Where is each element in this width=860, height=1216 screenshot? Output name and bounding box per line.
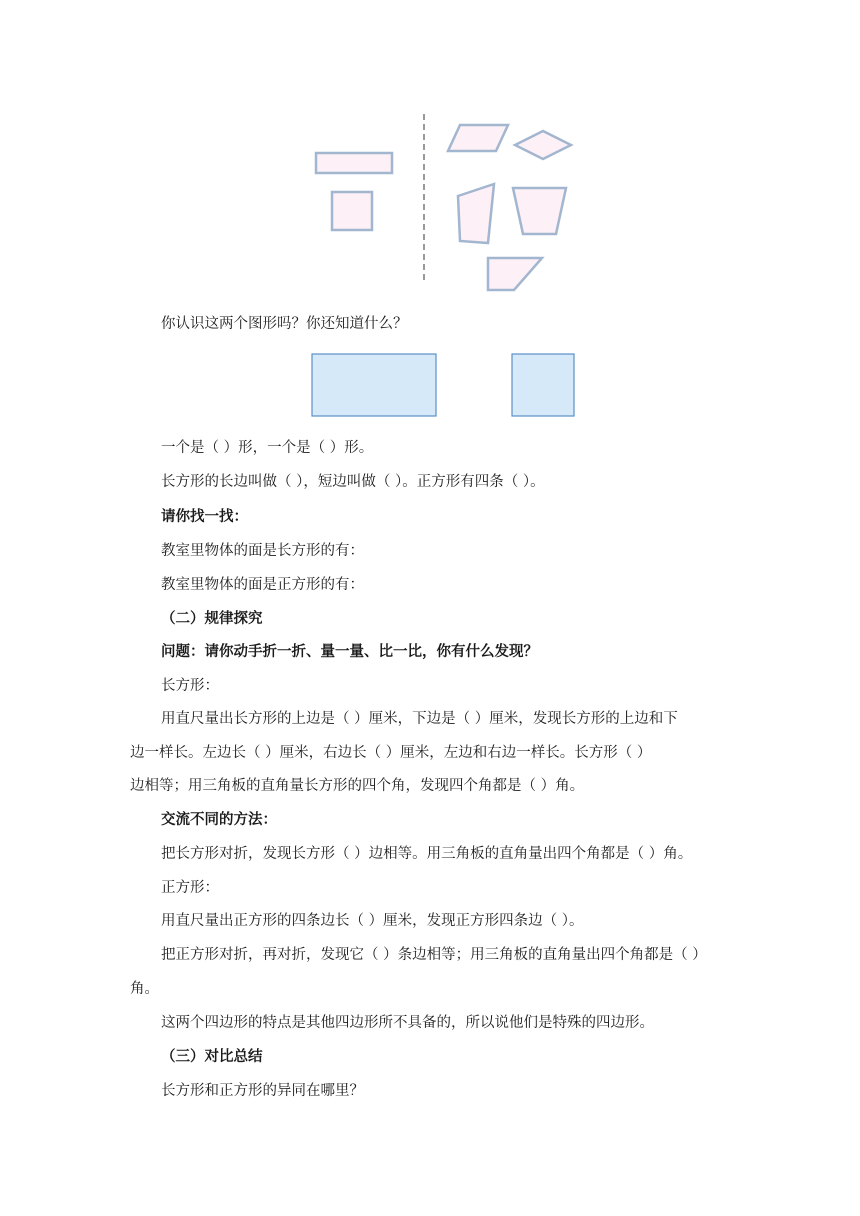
intro-question: 你认识这两个图形吗？你还知道什么？ [161,316,408,332]
long-rectangle-shape [316,153,392,173]
blue-rectangle [312,354,436,416]
square-label: 正方形： [161,880,219,896]
methods-heading: 交流不同的方法： [161,812,277,828]
fold-square-line-1: 把正方形对折，再对折，发现它（ ）条边相等；用三角板的直角量出四个角都是（ ） [161,947,707,963]
rhombus-shape [515,131,571,159]
find-heading: 请你找一找： [161,509,248,525]
rectangle-square-figure [300,350,590,420]
shape-sorting-figure [300,110,590,295]
right-trapezoid-shape [488,258,542,290]
section-2-title: （二）规律探究 [161,611,263,627]
find-rectangle-objects: 教室里物体的面是长方形的有： [161,543,364,559]
rectangle-measure-line-2: 边一样长。左边长（ ）厘米，右边长（ ）厘米，左边和右边一样长。长方形（ ） [130,745,652,761]
problem-statement: 问题：请你动手折一折、量一量、比一比，你有什么发现？ [161,644,538,660]
rectangle-label: 长方形： [161,678,219,694]
fold-square-line-2: 角。 [130,981,159,997]
small-square-shape [332,192,372,230]
irregular-quadrilateral-shape [458,184,494,243]
fill-blank-shape-names: 一个是（ ）形，一个是（ ）形。 [161,440,374,456]
find-square-objects: 教室里物体的面是正方形的有： [161,577,364,593]
square-measure-line: 用直尺量出正方形的四条边长（ ）厘米，发现正方形四条边（ ）。 [161,913,584,929]
special-quadrilateral-note: 这两个四边形的特点是其他四边形所不具备的，所以说他们是特殊的四边形。 [161,1015,654,1031]
section-3-title: （三）对比总结 [161,1049,263,1065]
blue-square [512,354,574,416]
fill-blank-side-names: 长方形的长边叫做（ ），短边叫做（ ）。正方形有四条（ ）。 [161,474,545,490]
trapezoid-shape [513,188,566,234]
summary-question: 长方形和正方形的异同在哪里？ [161,1083,364,1099]
rectangle-measure-line-1: 用直尺量出长方形的上边是（ ）厘米，下边是（ ）厘米，发现长方形的上边和下 [161,711,678,727]
fold-rectangle-line: 把长方形对折，发现长方形（ ）边相等。用三角板的直角量出四个角都是（ ）角。 [161,846,693,862]
parallelogram-shape [448,125,508,151]
rectangle-measure-line-3: 边相等；用三角板的直角量长方形的四个角，发现四个角都是（ ）角。 [130,778,585,794]
